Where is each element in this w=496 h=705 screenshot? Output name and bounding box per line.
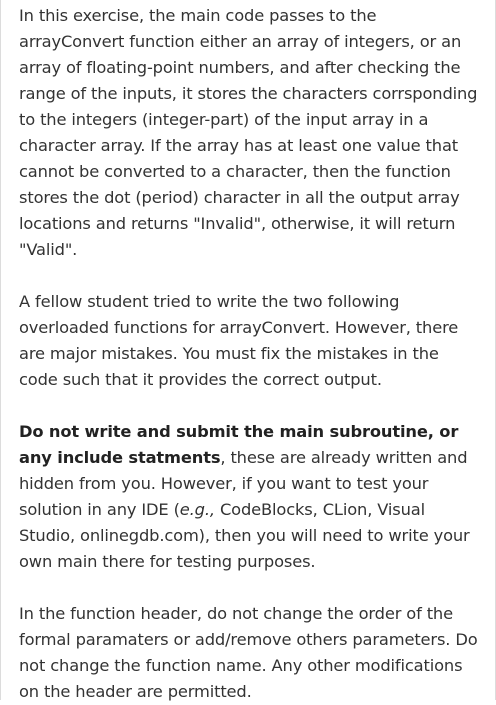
bold-warning-text: Do not write and submit the main subroutine, or any include statments: [19, 422, 459, 467]
paragraph-function-header-rules: In the function header, do not change the order of the formal paramaters or add/remove others parameters. Do not change the function name. Any other modifications on the header are permitted.: [19, 604, 478, 701]
paragraph-submission-instructions: [19, 419, 481, 575]
paragraph-overloaded-functions: A fellow student tried to write the two following overloaded functions for arrayConvert. However, there are major mistakes. You must fix the mistakes in the code such that it provides the correct output.: [19, 292, 459, 389]
paragraph-exercise-description: In this exercise, the main code passes to the arrayConvert function either an array of integers, or an array of floating-point numbers, and after checking the range of the inputs, it stores the characters corrsponding to the integers (integer-part) of the input array in a character array. If the array has at least one value that cannot be converted to a character, then the function stores the dot (period) character in all the output array locations and returns "Invalid", otherwise, it will return "Valid".: [19, 6, 478, 259]
instruction-text-continued: CodeBlocks, CLion, Visual Studio, onlinegdb.com), then you will need to write your own main there for testing purposes.: [19, 500, 470, 571]
instruction-text: , these are already written and hidden from you. However, if you want to test your solution in any IDE (: [19, 448, 468, 519]
example-abbreviation: e.g.,: [179, 500, 215, 519]
